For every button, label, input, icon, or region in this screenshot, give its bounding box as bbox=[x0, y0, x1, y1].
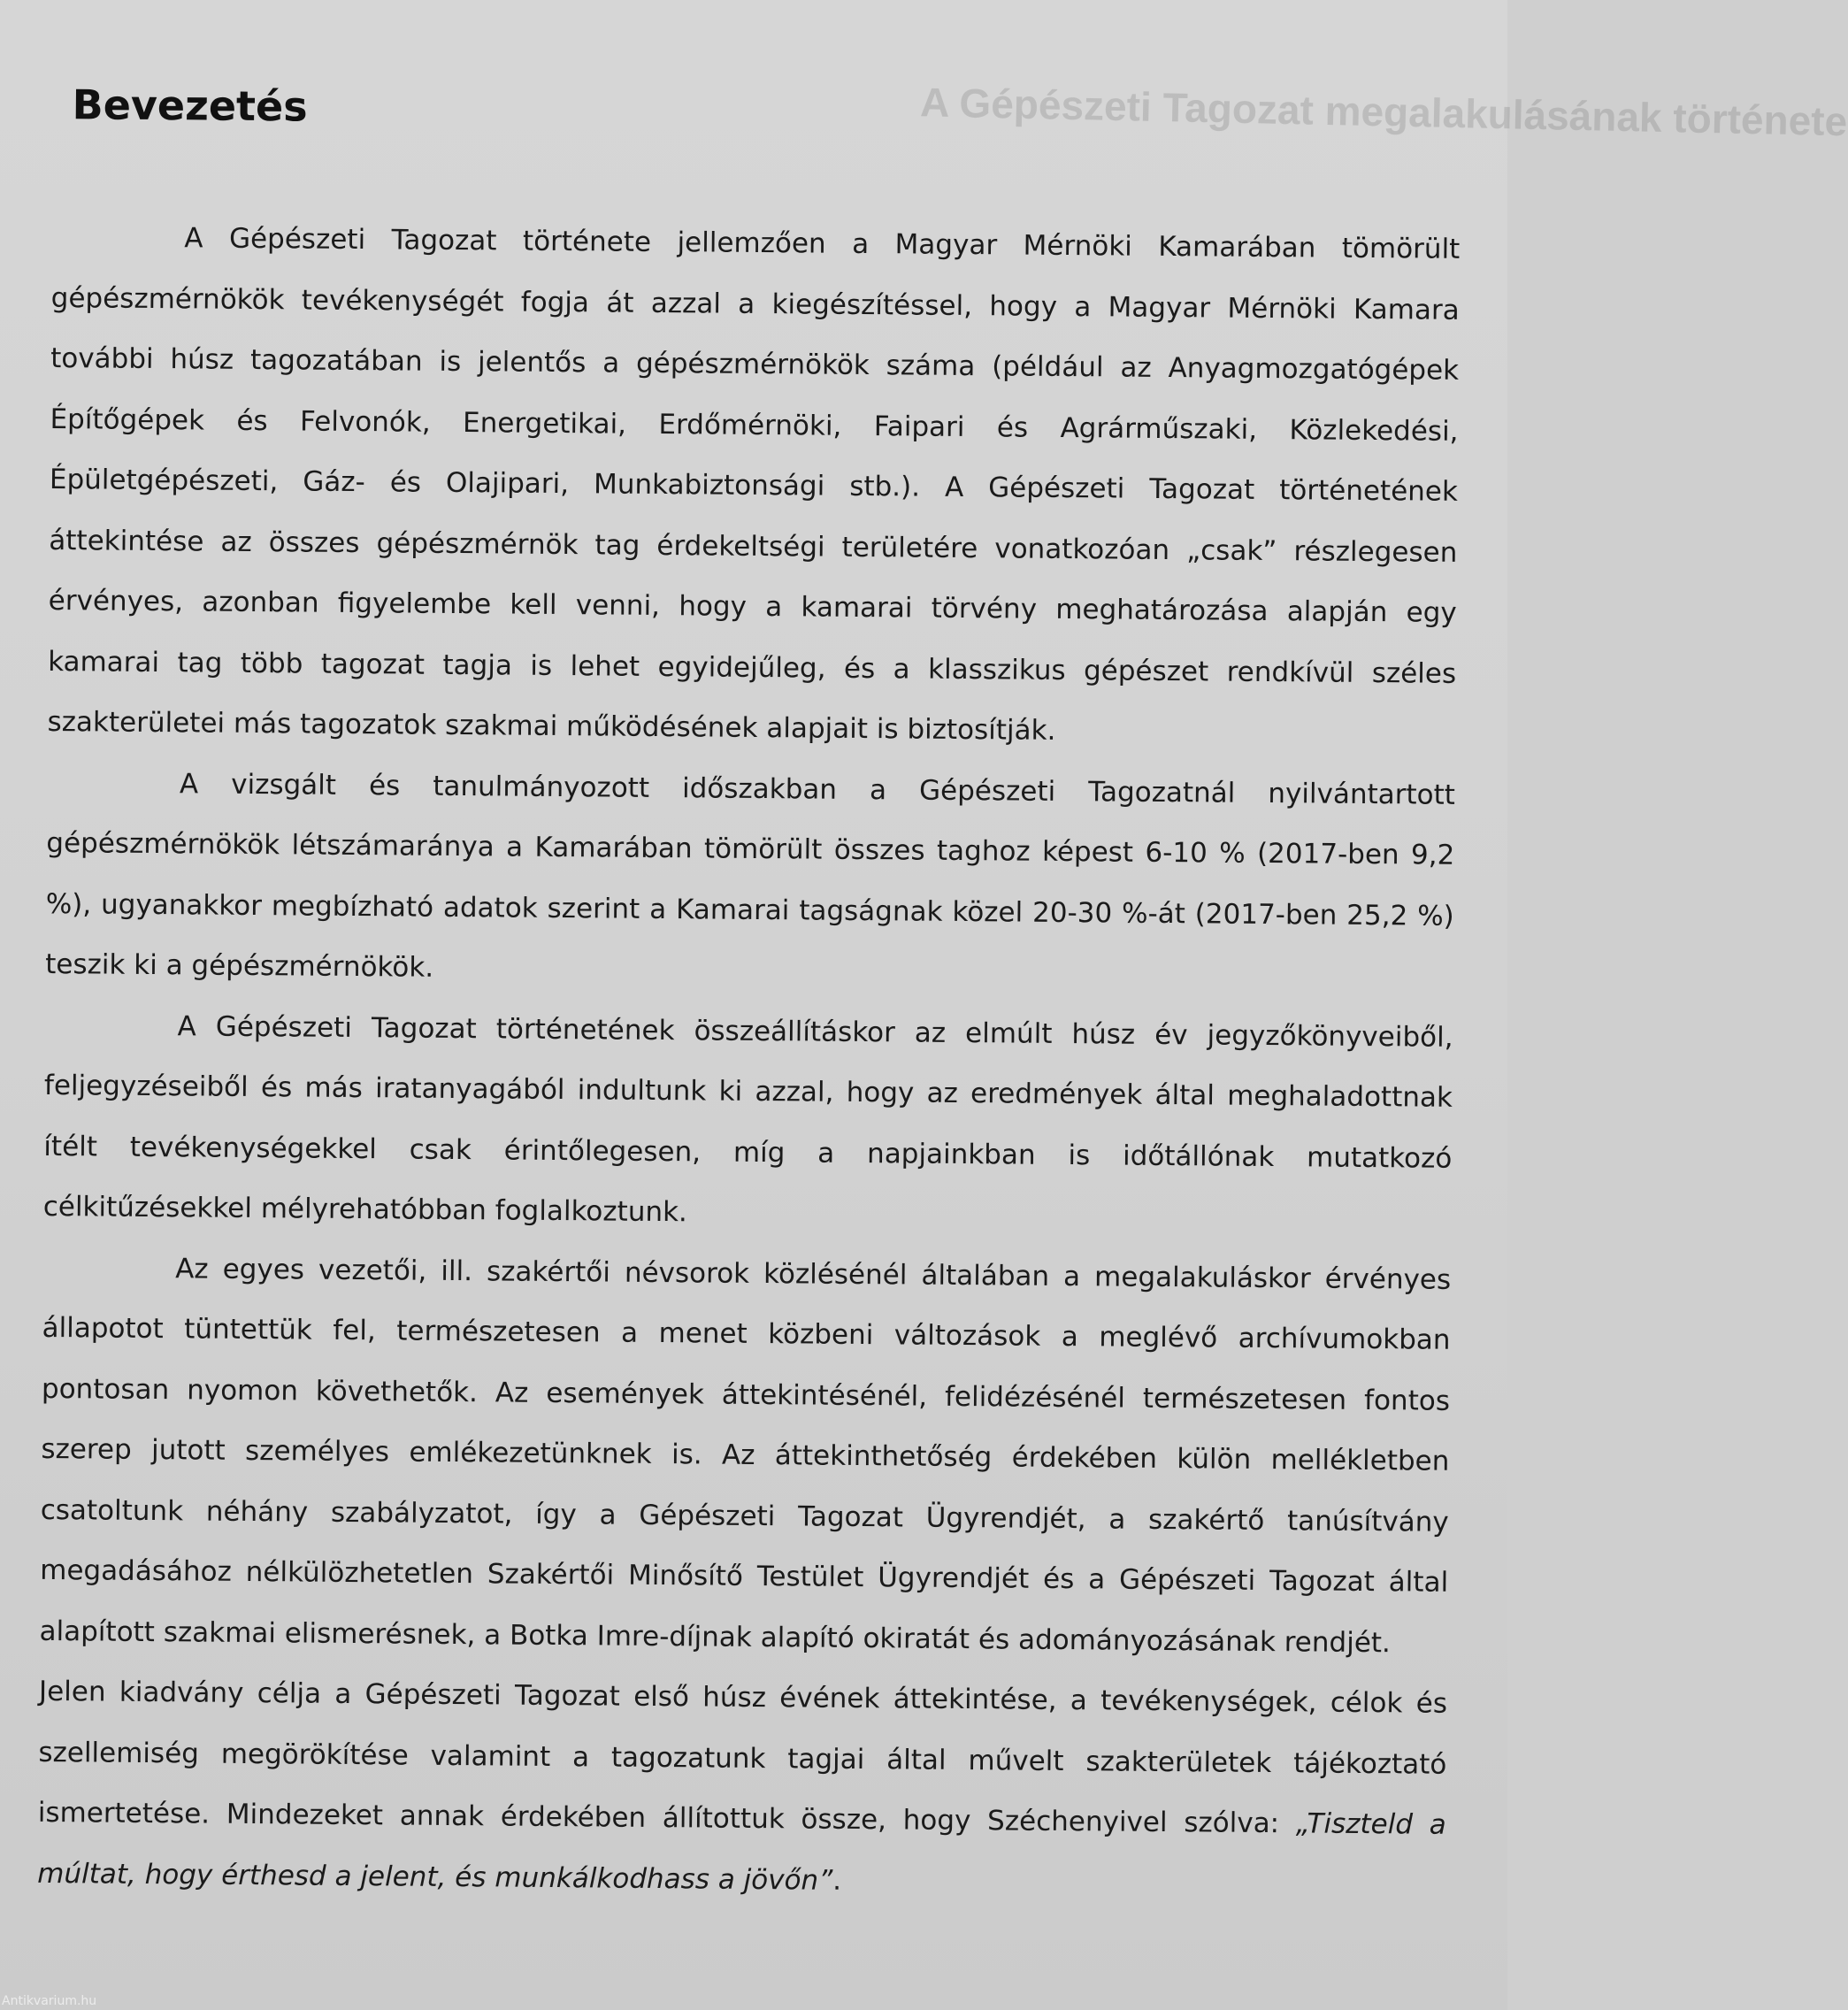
szechenyi-quote: „Tiszteld a múltat, hogy érthesd a jelent, és munkálkodhass a jövőn” bbox=[37, 1807, 1446, 1897]
source-watermark: Antikvarium.hu bbox=[2, 1994, 97, 2008]
paragraph-5 bbox=[37, 1661, 1447, 1916]
paragraph-2: A vizsgált és tanulmányozott időszakban a Gépészeti Tagozatnál nyilvántartott gépészmérnökök létszámaránya a Kamarában tömörült összes taghoz képest 6-10 % (2017-ben 9,2 %), ugyanakkor megbízható adatok szerint a Kamarai tagságnak közel 20-30 %-át (2017-ben 25,2 %) teszik ki a gépészmérnökök. bbox=[45, 767, 1456, 984]
paragraph-5-end: . bbox=[832, 1864, 842, 1897]
paragraph-4: Az egyes vezetői, ill. szakértői névsorok közlésénél általában a megalakuláskor érvényes állapotot tüntettük fel, természetesen a menet közbeni változások a meglévő archívumokban pontosan nyomon követhetők. Az események áttekintésénél, felidézésénél természetesen fontos szerep jutott személyes emlékezetünknek is. Az áttekinthetőség érdekében külön mellékletben csatoltunk néhány szabályzatot, így a Gépészeti Tagozat Ügyrendjét, a szakértő tanúsítvány megadásához nélkülözhetetlen Szakértői Minősítő Testület Ügyrendjét és a Gépészeti Tagozat által alapított szakmai elismerésnek, a Botka Imre-díjnak alapító okiratát és adományozásának rendjét. bbox=[39, 1252, 1452, 1659]
section-heading: Bevezetés bbox=[72, 81, 308, 131]
document-content bbox=[37, 71, 1461, 1916]
body-text bbox=[37, 207, 1461, 1916]
paragraph-1: A Gépészeti Tagozat története jellemzően a Magyar Mérnöki Kamarában tömörült gépészmérnökök tevékenységét fogja át azzal a kiegészítéssel, hogy a Magyar Mérnöki Kamara további húsz tagozatában is jelentős a gépészmérnökök száma (például az Anyagmozgatógépek Építőgépek és Felvonók, Energetikai, Erdőmérnöki, Faipari és Agrárműszaki, Közlekedési, Épületgépészeti, Gáz- és Olajipari, Munkabiztonsági stb.). A Gépészeti Tagozat történetének áttekintése az összes gépészmérnök tag érdekeltségi területére vonatkozóan „csak” részlegesen érvényes, azonban figyelembe kell venni, hogy a kamarai törvény meghatározása alapján egy kamarai tag több tagozat tagja is lehet egyidejűleg, és a klasszikus gépészet rendkívül széles szakterületei más tagozatok szakmai működésének alapjait is biztosítják. bbox=[47, 222, 1461, 747]
paragraph-3: A Gépészeti Tagozat történetének összeállításkor az elmúlt húsz év jegyzőkönyveiből, feljegyzéseiből és más iratanyagából indultunk ki azzal, hogy az eredmények által meghaladottnak ítélt tevékenységekkel csak érintőlegesen, míg a napjainkban is időtállónak mutatkozó célkitűzésekkel mélyrehatóbban foglalkoztunk. bbox=[42, 1009, 1453, 1229]
paragraph-5-text: Jelen kiadvány célja a Gépészeti Tagozat első húsz évének áttekintése, a tevékenységek, célok és szellemiség megörökítése valamint a tagozatunk tagjai által művelt szakterületek tájékoztató ismertetése. Mindezeket annak érdekében állítottuk össze, hogy Széchenyivel szólva: bbox=[37, 1675, 1448, 1840]
bleed-through-text: A Gépészeti Tagozat megalakulásának története bbox=[919, 79, 1848, 145]
